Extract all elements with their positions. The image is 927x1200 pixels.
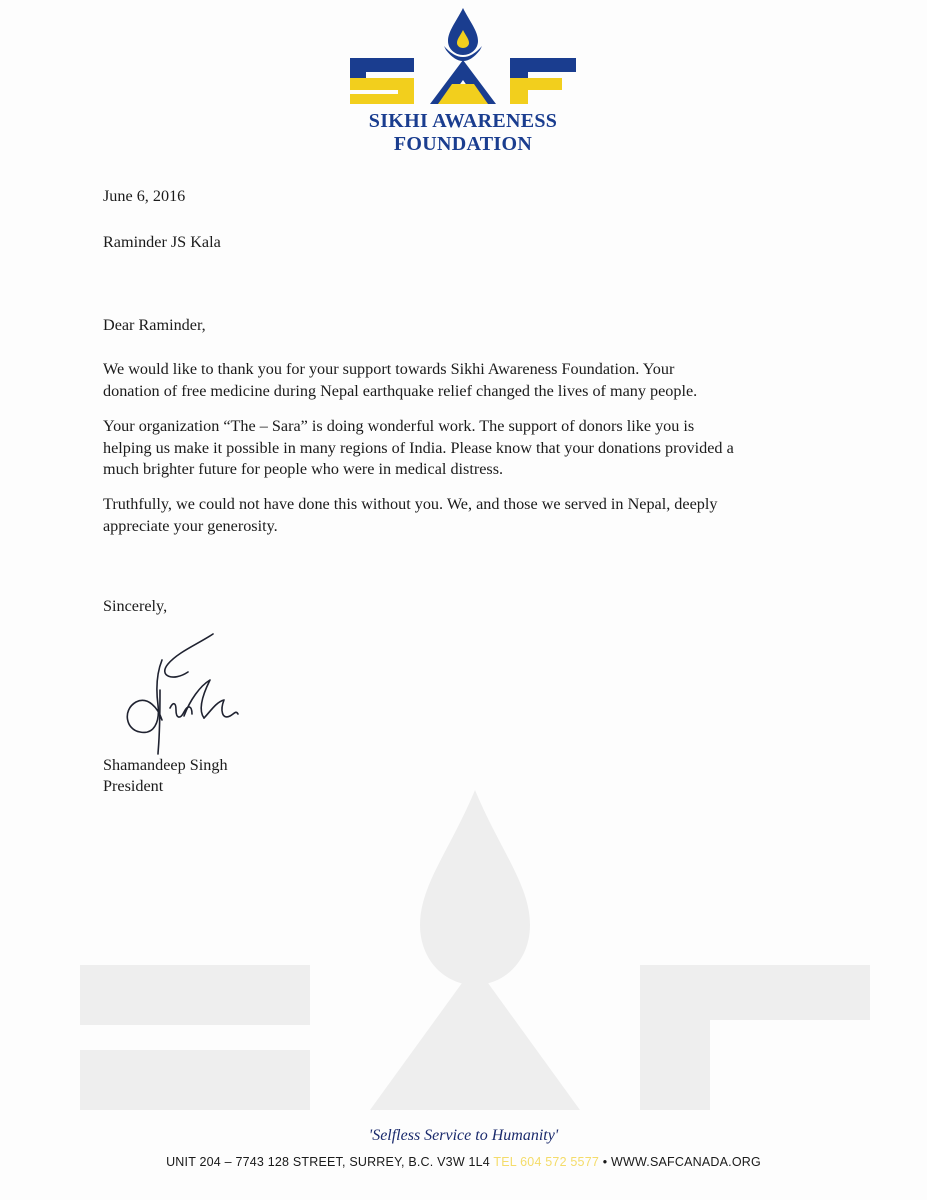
body-paragraph-1 [103,359,833,402]
footer-phone: TEL 604 572 5577 [493,1155,600,1169]
paragraph-line: Your organization “The – Sara” is doing wonderful work. The support of donors like you is [103,417,695,435]
footer-address: UNIT 204 – 7743 128 STREET, SURREY, B.C. V3W 1L4 [166,1155,490,1169]
paragraph-line: We would like to thank you for your support towards Sikhi Awareness Foundation. Your [103,360,675,378]
handwritten-signature [118,630,258,755]
paragraph-line: appreciate your generosity. [103,516,278,535]
footer-tagline: 'Selfless Service to Humanity' [368,1127,559,1144]
paragraph-line: Truthfully, we could not have done this without you. We, and those we served in Nepal, deeply [103,495,718,513]
signer-name: Shamandeep Singh [103,756,228,774]
org-name-line2: FOUNDATION [393,133,533,155]
paragraph-line: helping us make it possible in many regions of India. Please know that your donations provided a [103,438,734,457]
footer-website: WWW.SAFCANADA.ORG [610,1155,761,1169]
recipient-name: Raminder JS Kala [103,233,221,251]
paragraph-line: much brighter future for people who were in medical distress. [103,460,504,478]
closing: Sincerely, [103,597,168,615]
salutation: Dear Raminder, [103,316,206,334]
body-paragraph-3 [103,494,833,537]
paragraph-line: donation of free medicine during Nepal earthquake relief changed the lives of many people. [103,381,698,400]
footer-separator: • [602,1155,608,1169]
footer-contact [0,1155,927,1169]
watermark-logo [80,790,870,1130]
saf-logo [338,6,588,161]
signer-title: President [103,777,164,795]
letter-date: June 6, 2016 [103,187,186,205]
body-paragraph-2 [103,416,833,481]
org-name-line1: SIKHI AWARENESS [368,110,558,132]
saf-emblem-icon [348,6,578,110]
